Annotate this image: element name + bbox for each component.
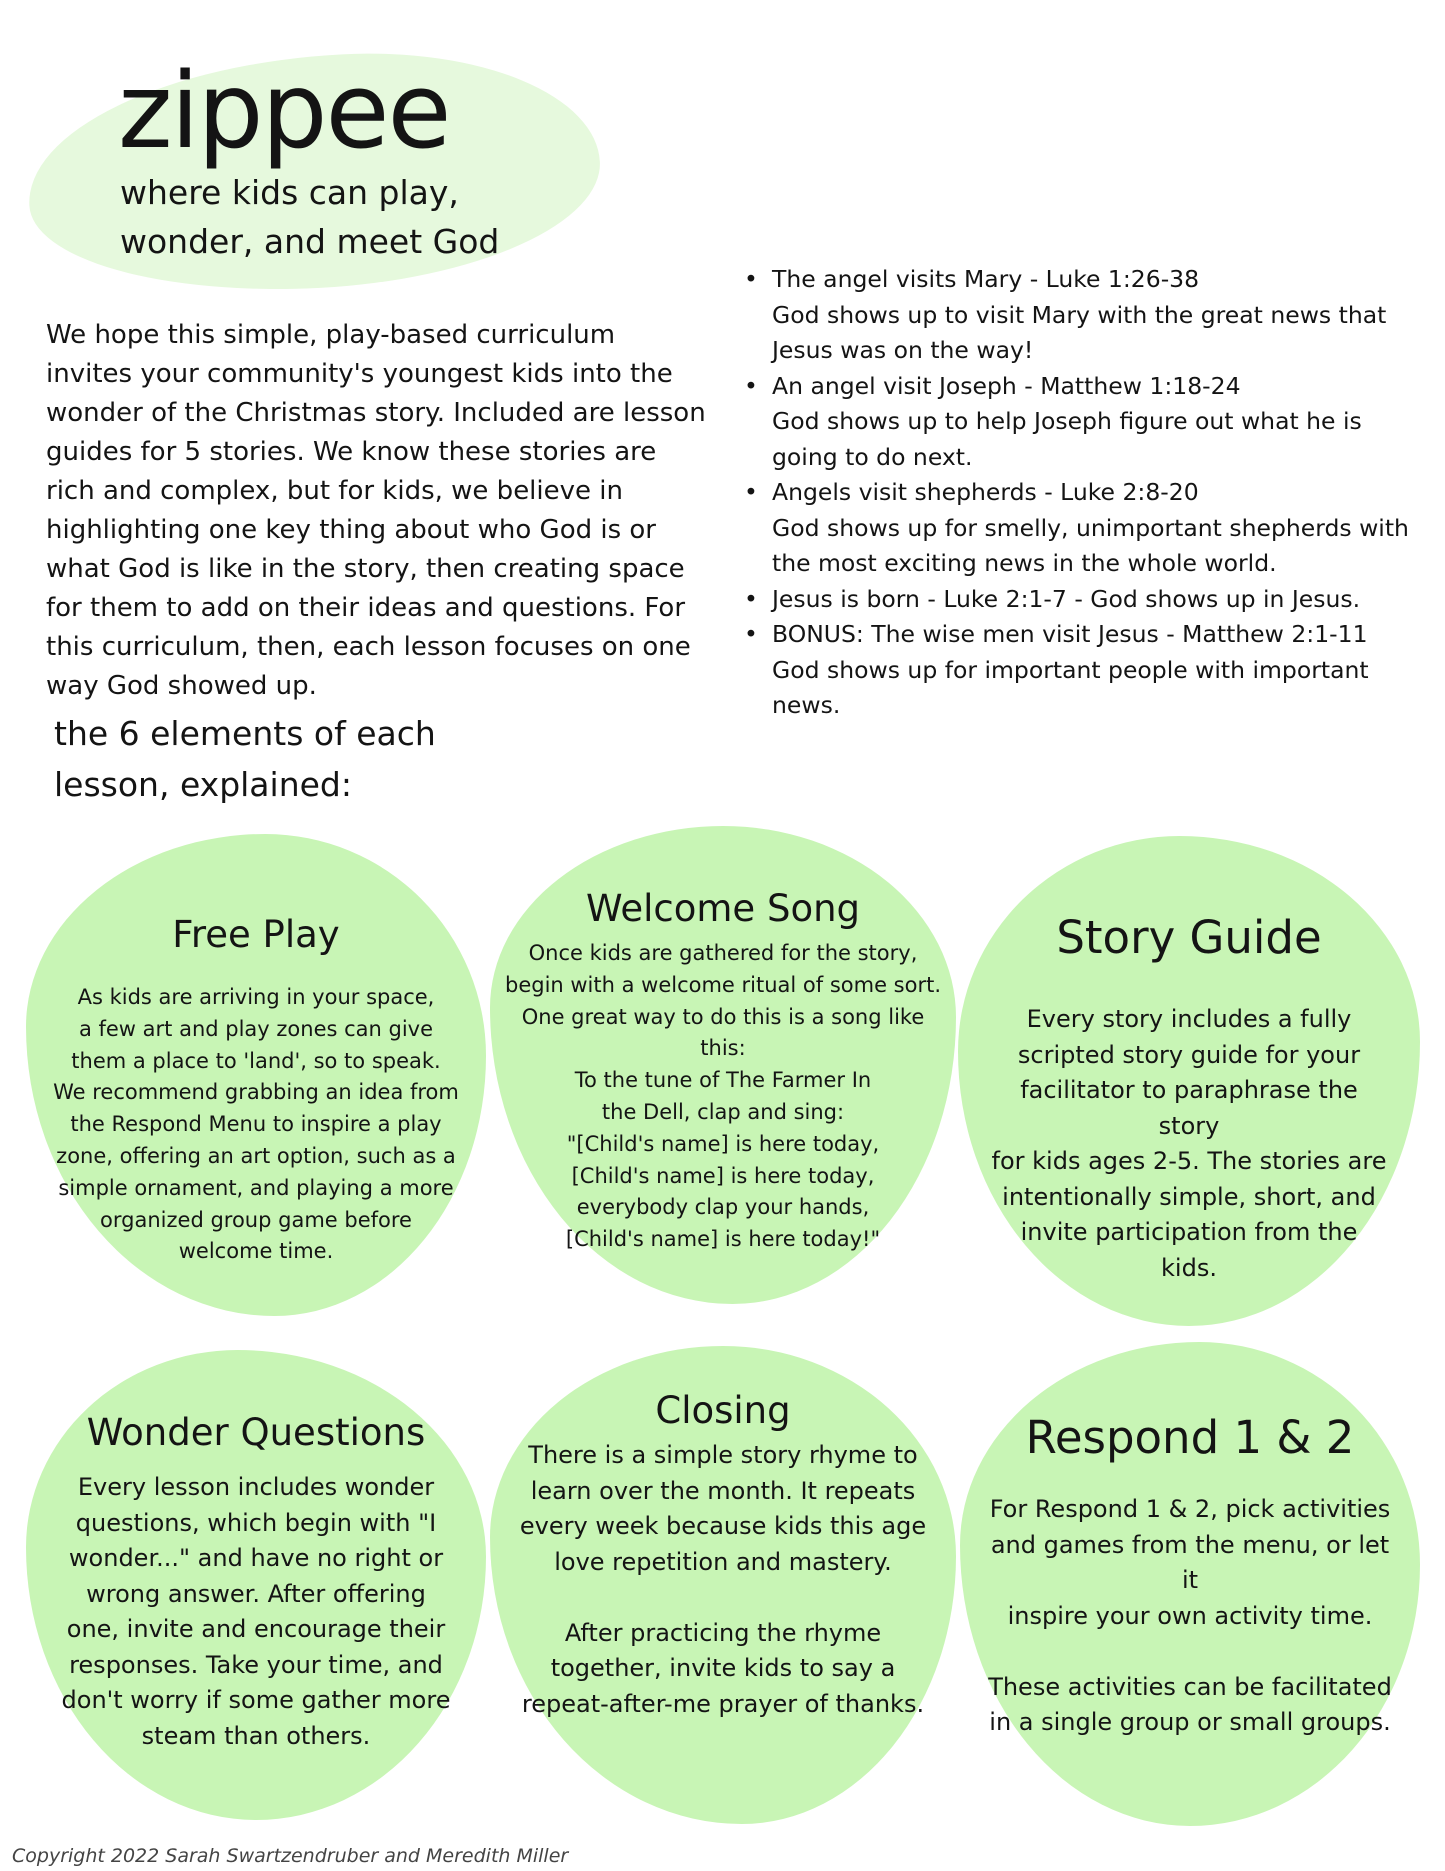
- welcome-song-card: [490, 826, 956, 1304]
- card-title: Wonder Questions: [86, 1411, 426, 1454]
- card-title: Story Guide: [1056, 911, 1322, 964]
- brand-logo-text: zippee: [118, 50, 450, 172]
- respond-card: [960, 1342, 1420, 1826]
- story-list: [742, 262, 1432, 724]
- card-body: Every lesson includes wonder questions, which begin with "I wonder..." and have no right or wrong answer. After offering one, invite and encourage their responses. Take your time, and don't worry if some gather more steam than others.: [61, 1473, 451, 1750]
- wonder-questions-card: [26, 1350, 486, 1820]
- story-description: God shows up to visit Mary with the great news that Jesus was on the way!: [772, 300, 1387, 364]
- story-title: The angel visits Mary - Luke 1:26-38: [772, 265, 1200, 293]
- story-title: Jesus is born - Luke 2:1-7 - God shows up in Jesus.: [772, 584, 1361, 613]
- story-description: God shows up to help Joseph figure out what he is going to do next.: [772, 407, 1362, 471]
- list-item: [742, 369, 1432, 476]
- copyright-notice: Copyright 2022 Sarah Swartzendruber and Meredith Miller: [12, 1845, 569, 1867]
- story-description: God shows up for important people with important news.: [772, 655, 1369, 719]
- card-title: Closing: [655, 1389, 791, 1432]
- card-title: Free Play: [172, 913, 340, 956]
- card-title: Respond 1 & 2: [1025, 1411, 1355, 1464]
- list-item: [742, 475, 1432, 582]
- closing-card: [490, 1346, 956, 1824]
- story-title: BONUS: The wise men visit Jesus - Matthew 2:1-11: [772, 620, 1368, 648]
- card-body: For Respond 1 & 2, pick activities and games from the menu, or let it inspire your own activity time. These activities can be facilitated in a single group or small groups.: [988, 1495, 1392, 1736]
- story-title: An angel visit Joseph - Matthew 1:18-24: [772, 371, 1241, 400]
- section-title: the 6 elements of each lesson, explained:: [54, 714, 436, 804]
- card-body: Once kids are gathered for the story, begin with a welcome ritual of some sort. One great way to do this is a song like this: To the tune of The Farmer In the Dell, clap and sing: "[Child's name] is here today, [Child's name] is here today, everybody clap your hands, [Child's name] is here today!": [504, 941, 942, 1252]
- story-title: Angels visit shepherds - Luke 2:8-20: [772, 478, 1199, 506]
- tagline: where kids can play, wonder, and meet God: [120, 173, 500, 261]
- card-body: There is a simple story rhyme to learn over the month. It repeats every week because kids this age love repetition and mastery. After practicing the rhyme together, invite kids to say a repeat-after-me prayer of thanks.: [519, 1441, 927, 1718]
- story-description: God shows up for smelly, unimportant shepherds with the most exciting news in the whole world.: [772, 513, 1409, 577]
- list-item: [742, 617, 1432, 724]
- list-item: [742, 582, 1432, 618]
- story-guide-card: [958, 836, 1420, 1326]
- list-item: [742, 262, 1432, 369]
- free-play-card: [26, 834, 486, 1316]
- card-title: Welcome Song: [585, 887, 861, 930]
- intro-paragraph: We hope this simple, play-based curriculum invites your community's youngest kids into the wonder of the Christmas story. Included are lesson guides for 5 stories. We know these stories are rich and complex, but for kids, we believe in highlighting one key thing about who God is or what God is like in the story, then creating space for them to add on their ideas and questions. For this curriculum, then, each lesson focuses on one way God showed up.: [46, 320, 706, 701]
- card-body: Every story includes a fully scripted story guide for your facilitator to paraphrase the story for kids ages 2-5. The stories are intentionally simple, short, and invite participation from the kids.: [991, 1005, 1387, 1282]
- card-body: As kids are arriving in your space, a few art and play zones can give them a place to 'land', so to speak. We recommend grabbing an idea from the Respond Menu to inspire a play zone, offering an art option, such as a simple ornament, and playing a more organized group game before welcome time.: [53, 985, 459, 1264]
